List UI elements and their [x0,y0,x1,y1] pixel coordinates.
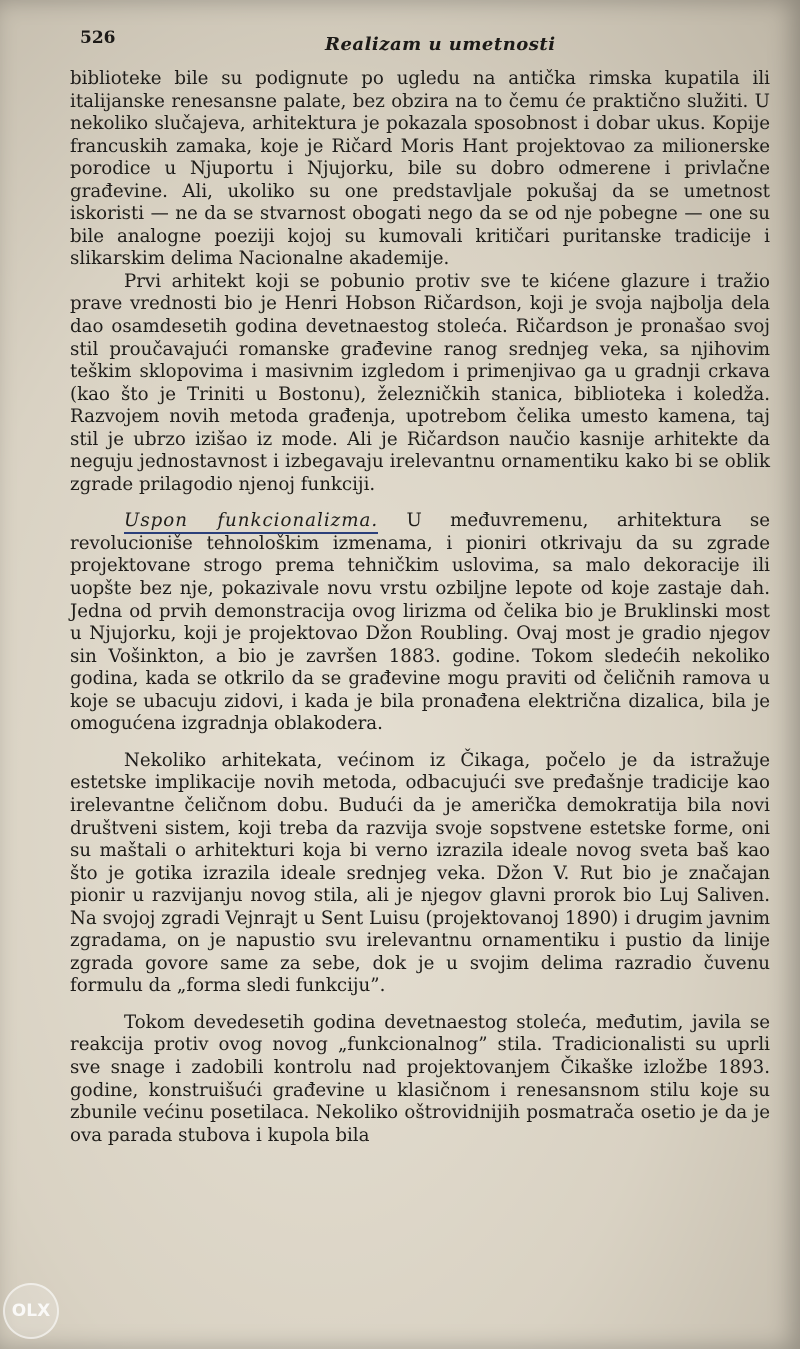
olx-watermark-logo: OLX [3,1283,59,1339]
page-number: 526 [80,28,116,48]
subsection-heading: Uspon funkcionalizma. [124,510,378,534]
paragraph-1: biblioteke bile su podignute po ugledu na antička rimska kupatila ili italijanske renesansne palate, bez obzira na to čemu će praktično služiti. U nekoliko slučajeva, arhitektura je pokazala sposobnost i dobar ukus. Kopije francuskih zamaka, koje je Ričard Moris Hant projektovao za milionerske porodice u Njuportu i Njujorku, bile su dobro odmerene i privlačne građevine. Ali, ukoliko su one predstavljale pokušaj da se umetnost iskoristi — ne da se stvarnost obogati nego da se od nje pobegne — one su bile analogne poeziji kojoj su kumovali kritičari puritanske tradicije i slikarskim delima Nacionalne akademije. [70,68,770,270]
section-title: Realizam u umetnosti [325,34,556,55]
paragraph-3 [70,510,770,735]
paragraph-5: Tokom devedesetih godina devetnaestog stoleća, međutim, javila se reakcija protiv ovog novog „funkcionalnog” stila. Tradicionalisti su uprli sve snage i zadobili kontrolu nad projektovanjem Čikaške izložbe 1893. godine, konstruišući građevine u klasičnom i renesansnom stilu koje su zbunile većinu posetilaca. Nekoliko oštrovidnijih posmatrača osetio je da je ova parada stubova i kupola bila [70,1011,770,1146]
paragraph-3-text: U međuvremenu, arhitektura se revolucioniše tehnološkim izmenama, i pioniri otkrivaju da su zgrade projektovane strogo prema tehničkim uslovima, sa malo dekoracije ili uopšte bez nje, pokazivale novu vrstu ozbiljne lepote od koje zastaje dah. Jedna od prvih demonstracija ovog lirizma od čelika bio je Bruklinski most u Njujorku, koji je projektovao Džon Roubling. Ovaj most je gradio njegov sin Vošinkton, a bio je završen 1883. godine. Tokom sledećih nekoliko godina, kada se otkrilo da se građevine mogu praviti od čeličnih ramova u koje se ubacuju zidovi, i kada je bila pronađena električna dizalica, bila je omogućena izgradnja oblakodera. [70,510,770,735]
paragraph-2: Prvi arhitekt koji se pobunio protiv sve te kićene glazure i tražio prave vrednosti bio je Henri Hobson Ričardson, koji je svoja najbolja dela dao osamdesetih godina devetnaestog stoleća. Ričardson je pronašao svoj stil proučavajući romanske građevine ranog srednjeg veka, sa njihovim teškim sklopovima i masivnim izgledom i primenjivao ga u gradnji crkava (kao što je Triniti u Bostonu), železničkih stanica, biblioteka i koledža. Razvojem novih metoda građenja, upotrebom čelika umesto kamena, taj stil je ubrzo izišao iz mode. Ali je Ričardson naučio kasnije arhitekte da neguju jednostavnost i izbegavaju irelevantnu ornamentiku kako bi se oblik zgrade prilagodio njenoj funkciji. [70,270,770,495]
body-text [70,68,770,1147]
paragraph-4: Nekoliko arhitekata, većinom iz Čikaga, počelo je da istražuje estetske implikacije novih metoda, odbacujući sve pređašnje tradicije kao irelevantne čeličnom dobu. Budući da je američka demokratija bila novi društveni sistem, koji treba da razvija svoje sopstvene estetske forme, oni su maštali o arhitekturi koja bi verno izrazila ideale novog sveta baš kao što je gotika izrazila ideale srednjeg veka. Džon V. Rut bio je značajan pionir u razvijanju novog stila, ali je njegov glavni prorok bio Luj Saliven. Na svojoj zgradi Vejnrajt u Sent Luisu (projektovanoj 1890) i drugim javnim zgradama, on je napustio svu irelevantnu ornamentiku i pustio da linije zgrada govore same za sebe, dok je u svojim delima razradio čuvenu formulu da „forma sledi funkciju”. [70,749,770,997]
